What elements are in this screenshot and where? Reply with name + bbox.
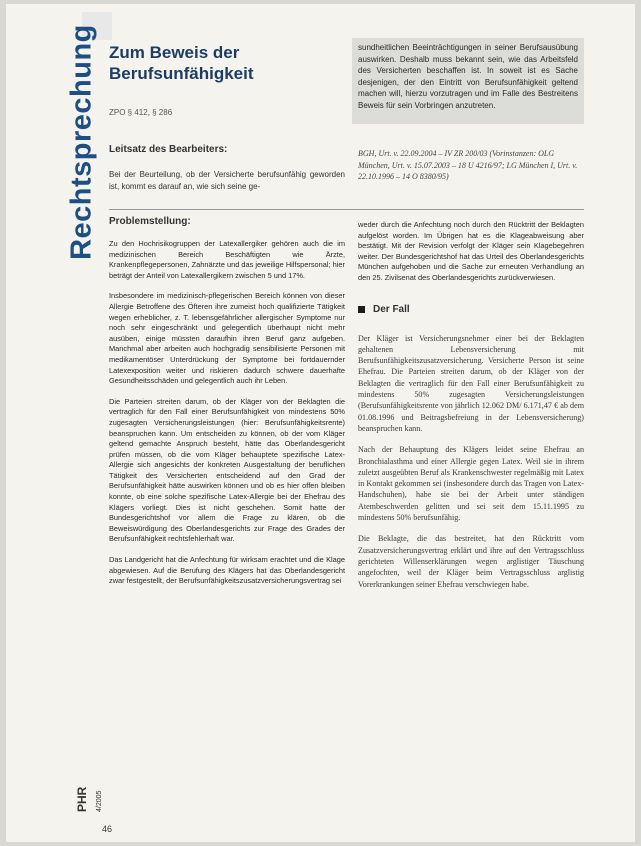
page [6, 4, 635, 842]
leitsatz-text: Bei der Beurteilung, ob der Versicherte berufsunfähig geworden ist, kommt es darauf an, wie sich seine ge- [109, 170, 345, 191]
article-title: Zum Beweis der Berufsunfähigkeit [109, 43, 254, 83]
right-column [358, 220, 584, 600]
left-paragraph: Insbesondere im medizinisch-pflegerischen Bereich können von dieser Allergie Betroffene des Öfteren ihre zumeist hoch qualifizierte Tätigkeit wegen erheblicher, z. T. lebensgefährlicher allergischer Symptome nur noch sehr eingeschränkt und gelegentlich überhaupt nicht mehr ausüben, einige müssten daraufhin ihren Beruf ganz aufgeben. Manchmal aber arbeiten auch hochgradig sensibilisierte Personen mit medikamentöser Unterdrückung der Symptome bei fortdauernder Latexexposition weiter und riskieren dadurch schwere dauerhafte Gesundheitsschäden und gelegentlich auch ihr Leben. [109, 291, 345, 386]
case-section-heading-text: Der Fall [373, 303, 410, 315]
left-column [109, 216, 345, 597]
law-reference: ZPO § 412, § 286 [109, 108, 173, 117]
case-citation: BGH, Urt. v. 22.09.2004 – IV ZR 200/03 (Vorinstanzen: OLG München, Urt. v. 15.07.2003 – 18 U 4216/97; LG München I, Urt. v. 22.10.1996 – 14 O 8380/95) [358, 149, 578, 181]
leitsatz-heading: Leitsatz des Bearbeiters: [109, 144, 228, 155]
leitsatz-continuation-box: sundheitlichen Beeinträchtigungen in seiner Berufsausübung auswirken. Deshalb muss bekannt sein, wie das Arbeitsfeld des Versicherten beschaffen ist. In soweit ist es Sache desjenigen, der den Eintritt von Berufsunfähigkeit geltend machen will, hierzu vorzutragen und im Falle des Bestreitens Beweis für sein Vorbringen anzutreten. [352, 38, 584, 124]
case-paragraph: Die Beklagte, die das bestreitet, hat den Rücktritt vom Zusatzversicherungsvertrag erklärt und ihre auf den Vertragsschluss gerichteten Willenserklärungen wegen arglistiger Täuschung angefochten, weil der Kläger beim Vertragsschluss arglistig Vorerkrankungen seiner Ehefrau verschwiegen habe. [358, 534, 584, 589]
square-bullet-icon [358, 306, 365, 313]
left-paragraph: Zu den Hochrisikogruppen der Latexallergiker gehören auch die im medizinischen Bereich Beschäftigten wie Ärzte, Krankenpflegepersonen, Zahnärzte und das jeweilige Hilfspersonal; hier beträgt der Anteil von Latexallergikern zwischen 5 und 17%. [109, 239, 345, 280]
left-paragraph: Das Landgericht hat die Anfechtung für wirksam erachtet und die Klage abgewiesen. Auf die Berufung des Klägers hat das Oberlandesgericht zwar festgestellt, der Berufsunfähigkeitszusatzversicherungsvertrag sei [109, 555, 345, 586]
publisher-logo-text: PHR [75, 786, 89, 812]
left-paragraph: Die Parteien streiten darum, ob der Kläger von der Beklagten die vertraglich für den Fall einer Berufsunfähigkeit von mindestens 50% zugesagten Versicherungsleistungen (hier: Berufsunfähigkeitsrente) beanspruchen kann. Um entscheiden zu können, ob der vom Kläger geltend gemachte Anspruch besteht, hätte das Oberlandesgericht prüfen müssen, ob die vom Kläger behauptete spezifische Latex-Allergie sich angesichts der konkreten Ausgestaltung der beruflichen Tätigkeit des Versicherten entscheidend auf den Grad der Berufsunfähigkeit hätte auswirken können und ob es hier offen bleiben konnte, ob eine solche spezifische Latex-Allergie bei der Ehefrau des Klägers vorliegt. Dies ist nicht geschehen. Somit hatte der Bundesgerichtshof vor allem die Frage zu klären, ob die Beweiswürdigung des Oberlandesgerichts zur Frage des Grades der Berufsunfähigkeit rechtsfehlerhaft war. [109, 396, 345, 544]
section-divider [109, 209, 584, 210]
case-paragraph: Nach der Behauptung des Klägers leidet seine Ehefrau an Bronchialasthma und einer Allergie gegen Latex. Weil sie in ihrem zuletzt ausgeübten Beruf als Krankenschwester regelmäßig mit Latex in Kontakt gekommen sei (insbesondere durch das Tragen von Latex-Handschuhen), habe sie bei der Arbeit unter ständigen Atembeschwerden gelitten und sei seit dem 15.11.1995 zu mindestens 50% berufsunfähig. [358, 445, 584, 523]
case-section-heading [358, 304, 584, 315]
footer-logo [75, 764, 113, 820]
right-intro-paragraph: weder durch die Anfechtung noch durch den Rücktritt der Beklagten aufgelöst worden. Im Übrigen hat es die Klageabweisung aber bestätigt. Mit der Revision verfolgt der Kläger sein Klagebegehren weiter. Der Bundesgerichtshof hat das Urteil des Oberlandesgerichts München aufgehoben und die Sache zur erneuten Verhandlung an den 25. Zivilsenat des Oberlandesgerichts zurückverwiesen. [358, 220, 584, 282]
issue-label: 4/2005 [96, 790, 103, 812]
problem-heading: Problemstellung: [109, 216, 191, 227]
case-paragraph: Der Kläger ist Versicherungsnehmer einer bei der Beklagten gehaltenen Lebensversicherung mit Berufsunfähigkeitszusatzversicherung. Versicherte Person ist seine Ehefrau. Die Parteien streiten darum, ob der Kläger von der Beklagten die vertraglich für den Fall einer Berufsunfähigkeit zu mindestens 50% zugesagten Versicherungsleistungen (Berufsunfähigkeitsrente von jährlich 12.062 DM/ 6.171,47 € ab dem 01.08.1996 und Beitragsbefreiung in der Lebensversicherung) beanspruchen kann. [358, 333, 584, 433]
page-number: 46 [102, 824, 113, 834]
section-label-text: Rechtsprechung [65, 23, 98, 260]
section-label [52, 23, 112, 260]
